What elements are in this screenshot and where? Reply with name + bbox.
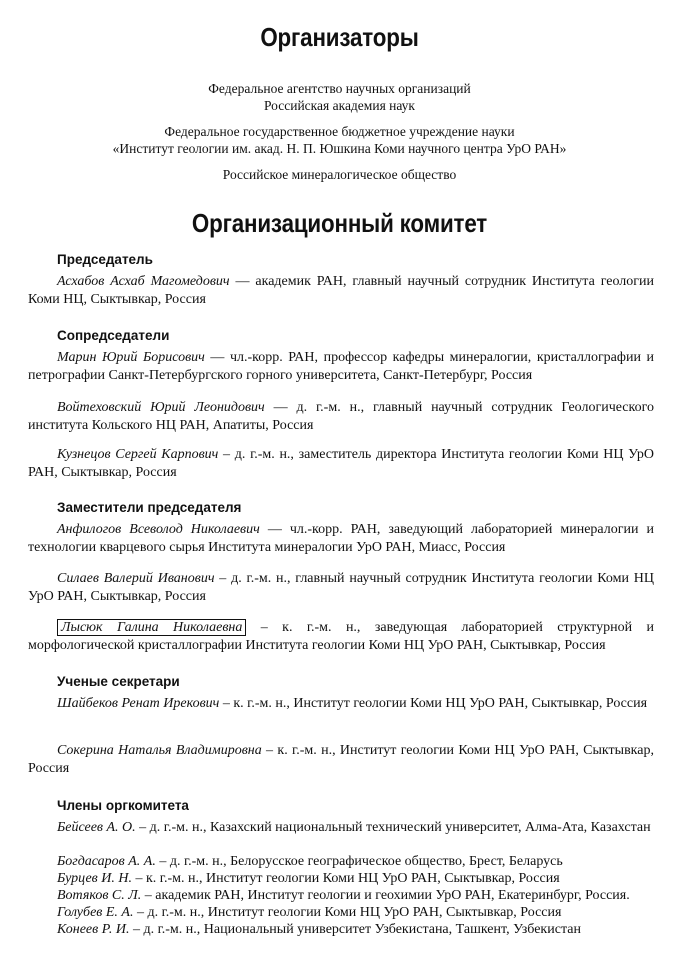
- person-name: Бурцев И. Н.: [57, 871, 132, 886]
- person-name: Богдасаров А. А.: [57, 854, 156, 869]
- section-title-chair: Председатель: [57, 252, 153, 267]
- committee-entry: [28, 521, 654, 556]
- person-name: Шайбеков Ренат Ирекович: [57, 696, 220, 711]
- person-description: – к. г.-м. н., Институт геологии Коми НЦ УрО РАН, Сыктывкар, Россия: [28, 743, 654, 776]
- member-entry: [28, 887, 654, 905]
- organizer-line: Федеральное государственное бюджетное учреждение науки: [164, 124, 515, 139]
- section-title-deputies: Заместители председателя: [57, 500, 242, 515]
- committee-entry: [28, 273, 654, 308]
- person-description: – д. г.-м. н., заместитель директора Института геологии Коми НЦ УрО РАН, Сыктывкар, Россия: [28, 447, 654, 480]
- member-entry: [28, 853, 654, 871]
- person-name: Анфилогов Всеволод Николаевич: [57, 522, 260, 537]
- person-description: — чл.-корр. РАН, профессор кафедры минералогии, кристаллографии и петрографии Санкт-Петербургского горного университета, Санкт-Петербург, Россия: [28, 350, 654, 383]
- committee-entry: [28, 446, 654, 481]
- committee-entry: [28, 742, 654, 777]
- organizer-line: Федеральное агентство научных организаций: [208, 81, 471, 96]
- organizer-line: «Институт геологии им. акад. Н. П. Юшкина Коми научного центра УрО РАН»: [112, 141, 567, 156]
- member-entry: [28, 904, 654, 922]
- person-name: Кузнецов Сергей Карпович: [57, 447, 219, 462]
- person-description: – академик РАН, Институт геологии и геохимии УрО РАН, Екатеринбург, Россия.: [141, 888, 630, 903]
- person-name-highlighted: Лысюк Галина Николаевна: [57, 619, 246, 636]
- committee-entry: [28, 399, 654, 434]
- person-description: — чл.-корр. РАН, заведующий лабораторией минералогии и технологии кварцевого сырья Института минералогии УрО РАН, Миасс, Россия: [28, 522, 654, 555]
- person-description: – д. г.-м. н., Казахский национальный технический университет, Алма-Ата, Казахстан: [135, 820, 651, 835]
- person-name: Конеев Р. И.: [57, 922, 130, 937]
- person-name: Сокерина Наталья Владимировна: [57, 743, 262, 758]
- section-title-members: Члены оргкомитета: [57, 798, 189, 813]
- member-entry: [28, 870, 654, 888]
- committee-entry: [28, 349, 654, 384]
- committee-entry: [28, 695, 654, 713]
- committee-entry: [28, 619, 654, 654]
- committee-entry: [28, 570, 654, 605]
- person-name: Марин Юрий Борисович: [57, 350, 205, 365]
- person-description: – д. г.-м. н., главный научный сотрудник Института геологии Коми НЦ УрО РАН, Сыктывкар, Россия: [28, 571, 654, 604]
- person-description: – к. г.-м. н., Институт геологии Коми НЦ УрО РАН, Сыктывкар, Россия: [219, 696, 648, 711]
- person-description: – к. г.-м. н., Институт геологии Коми НЦ УрО РАН, Сыктывкар, Россия: [131, 871, 560, 886]
- committee-heading: Организационный комитет: [191, 208, 488, 238]
- member-entry: [28, 819, 654, 837]
- organizer-line: Российская академия наук: [263, 98, 415, 113]
- organizers-heading: Организаторы: [260, 22, 419, 52]
- person-description: – к. г.-м. н., заведующая лабораторией структурной и морфологической кристаллографии Института геологии Коми НЦ УрО РАН, Сыктывкар, Россия: [28, 620, 654, 653]
- section-title-secretaries: Ученые секретари: [57, 674, 180, 689]
- person-name: Асхабов Асхаб Магомедович: [57, 274, 230, 289]
- person-description: – д. г.-м. н., Национальный университет Узбекистана, Ташкент, Узбекистан: [129, 922, 581, 937]
- organizer-line: Российское минералогическое общество: [222, 167, 457, 182]
- member-entry: [28, 921, 654, 939]
- person-name: Голубев Е. А.: [57, 905, 134, 920]
- person-name: Вотяков С. Л.: [57, 888, 142, 903]
- person-name: Силаев Валерий Иванович: [57, 571, 215, 586]
- person-description: – д. г.-м. н., Институт геологии Коми НЦ УрО РАН, Сыктывкар, Россия: [133, 905, 562, 920]
- person-name: Войтеховский Юрий Леонидович: [57, 400, 265, 415]
- person-description: — д. г.-м. н., главный научный сотрудник Геологического института Кольского НЦ РАН, Апатиты, Россия: [28, 400, 654, 433]
- section-title-cochairs: Сопредседатели: [57, 328, 170, 343]
- person-description: — академик РАН, главный научный сотрудник Института геологии Коми НЦ, Сыктывкар, Россия: [28, 274, 654, 307]
- person-description: – д. г.-м. н., Белорусское географическое общество, Брест, Беларусь: [155, 854, 563, 869]
- person-name: Бейсеев А. О.: [57, 820, 136, 835]
